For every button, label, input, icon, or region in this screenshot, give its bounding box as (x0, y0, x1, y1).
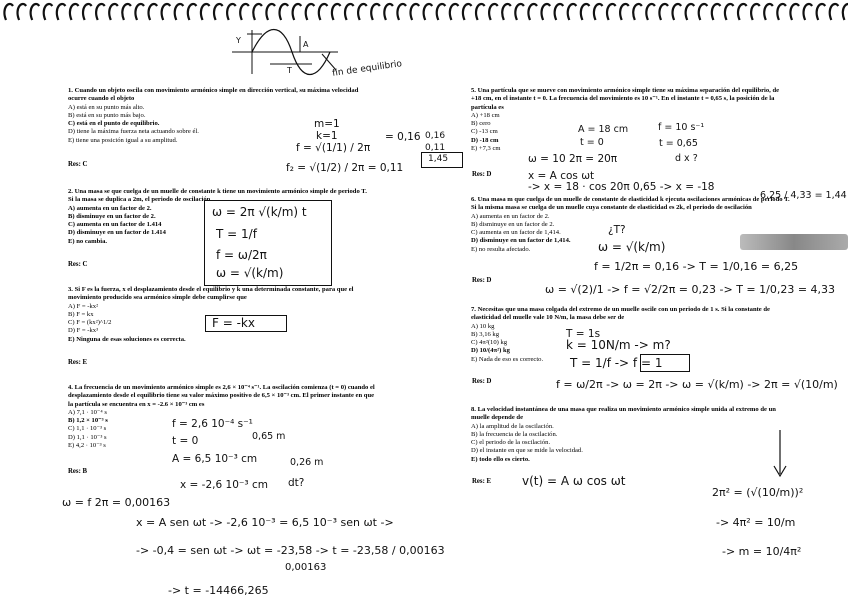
spiral-loop (633, 4, 642, 20)
q2-option-a: A) aumenta en un factor de 2. (68, 204, 152, 212)
q7-f-box (640, 354, 690, 372)
q1-option-e: E) tiene una posición igual a su amplitud. (68, 136, 178, 144)
q7-k: k = 10N/m -> m? (566, 338, 671, 352)
q1-ratio-bot: 0,11 (425, 143, 446, 153)
q8-option-b: B) la frecuencia de la oscilación. (471, 430, 558, 438)
q7-option-b: B) 3,16 kg (471, 330, 500, 338)
spiral-loop (384, 4, 393, 20)
question-7-text: 7. Necesitas que una masa colgada del extremo de un muelle oscile con un periodo de 1 s. Si la constante de elasticidad del muelle vale 10 N/m, la masa debe ser de (471, 306, 770, 322)
q6-option-c: C) aumenta en un factor de 1,414. (471, 229, 561, 237)
spiral-loop (686, 4, 695, 20)
spiral-loop (70, 4, 79, 20)
q5-option-b: B) cero (471, 120, 491, 128)
spiral-loop (489, 4, 498, 20)
q7-f: T = 1/f -> f = 1 (570, 356, 663, 370)
question-5 (471, 87, 791, 153)
q1-option-d: D) tiene la máxima fuerza neta actuando sobre él. (68, 128, 199, 136)
spiral-loop (607, 4, 616, 20)
spiral-loop (83, 4, 92, 20)
spiral-loop (411, 4, 420, 20)
q4-cm2: 0,26 m (290, 457, 324, 468)
q6-line2: ω = √(2)/1 -> f = √2/2π = 0,23 -> T = 1/0,23 = 4,33 (545, 283, 836, 296)
q8-v: v(t) = A ω cos ωt (522, 474, 626, 488)
spiral-loop (817, 4, 826, 20)
spiral-loop (790, 4, 799, 20)
diagram-label-y: Y (236, 36, 241, 45)
spiral-loop (555, 4, 564, 20)
q3-option-c: C) F = (kx²)^1/2 (68, 319, 112, 327)
q2-box-line4: ω = √(k/m) (216, 266, 284, 280)
q7-t: T = 1s (566, 328, 601, 340)
spiral-loop (424, 4, 433, 20)
q1-res: Res: C (68, 161, 88, 168)
q7-option-a: A) 10 kg (471, 322, 495, 330)
q6-option-b: B) disminuye en un factor de 2. (471, 220, 555, 228)
q6-option-a: A) aumenta en un factor de 2. (471, 212, 550, 220)
q4-f: f = 2,6 10⁻⁴ s⁻¹ (172, 418, 253, 430)
spiral-loop (4, 4, 13, 20)
question-3-text: 3. Si F es la fuerza, x el desplazamiento desde el equilibrio y k una determinada constante, para que el movimiento producido sea armónico simple debe cumplirse que (68, 286, 354, 302)
q5-f: f = 10 s⁻¹ (658, 122, 705, 133)
spiral-loop (843, 4, 848, 20)
question-2-text: 2. Una masa se que cuelga de un muelle de constante k tiene un movimiento armónico simple de periodo T. Si la masa se duplica a 2m, el periodo de oscilación (68, 188, 367, 204)
spiral-loop (659, 4, 668, 20)
q2-res: Res: C (68, 261, 88, 268)
arrow-down (770, 430, 790, 480)
q5-t0: t = 0 (580, 137, 604, 148)
q4-line3: -> t = -14466,265 (168, 584, 269, 597)
q2-option-b: B) disminuye en un factor de 2. (68, 212, 156, 220)
q6-res: Res: D (472, 277, 492, 284)
q4-option-d: D) 1,1 · 10⁻³ s (68, 433, 107, 441)
diagram-label-t: T (287, 66, 292, 75)
spiral-loop (162, 4, 171, 20)
spiral-loop (542, 4, 551, 20)
q6-line1: f = 1/2π = 0,16 -> T = 1/0,16 = 6,25 (594, 260, 799, 273)
spiral-loop (358, 4, 367, 20)
q4-option-c: C) 1,1 · 10⁻³ s (68, 425, 107, 433)
spiral-loop (332, 4, 341, 20)
spiral-loop (712, 4, 721, 20)
q4-line2: -> -0,4 = sen ωt -> ωt = -23,58 -> t = -23,58 / 0,00163 (136, 544, 445, 557)
q5-res: Res: D (472, 171, 492, 178)
q1-option-c: C) está en el punto de equilibrio. (68, 120, 160, 128)
spiral-loop (109, 4, 118, 20)
q1-m: m=1 (314, 118, 340, 130)
q8-option-d: D) el instante en que se mide la velocidad. (471, 447, 583, 455)
q5-t: t = 0,65 (659, 138, 698, 149)
q3-res: Res: E (68, 359, 88, 366)
spiral-loop (830, 4, 839, 20)
spiral-loop (96, 4, 105, 20)
spiral-loop (397, 4, 406, 20)
q5-option-a: A) +18 cm (471, 111, 500, 119)
q5-a: A = 18 cm (578, 124, 629, 135)
q1-f2: f₂ = √(1/2) / 2π = 0,11 (286, 162, 404, 174)
q5-option-e: E) +7,3 cm (471, 145, 501, 153)
q6-option-d: D) disminuye en un factor de 1,414. (471, 237, 571, 245)
spiral-loop (804, 4, 813, 20)
q2-box-line2: T = 1/f (216, 227, 257, 241)
spiral-loop (646, 4, 655, 20)
q8-res: Res: E (472, 478, 492, 485)
q6-option-e: E) no resulta afectado. (471, 245, 531, 253)
q4-option-a: A) 7,1 · 10⁻⁴ s (68, 408, 107, 416)
spiral-loop (57, 4, 66, 20)
spiral-binding (0, 0, 848, 22)
q4-x: x = -2,6 10⁻³ cm (180, 479, 268, 491)
q1-option-b: B) está en su punto más bajo. (68, 111, 146, 119)
spiral-loop (476, 4, 485, 20)
q5-w: ω = 10 2π = 20π (528, 153, 618, 165)
q1-ratio-top: 0,16 (425, 131, 446, 141)
q6-t: ¿T? (608, 224, 626, 236)
q2-option-c: C) aumenta en un factor de 1.414 (68, 221, 162, 229)
spiral-loop (149, 4, 158, 20)
q4-cm: 0,65 m (252, 431, 286, 442)
spiral-loop (699, 4, 708, 20)
spiral-loop (201, 4, 210, 20)
spiral-loop (44, 4, 53, 20)
spiral-loop (253, 4, 262, 20)
q4-res: Res: B (68, 468, 88, 475)
q5-option-d: D) -18 cm (471, 136, 499, 144)
spiral-loop (620, 4, 629, 20)
q5-x1: x = A cos ωt (528, 170, 595, 182)
question-4-text: 4. La frecuencia de un movimiento armónico simple es 2,6 × 10⁻⁴ s⁻¹. La oscilación comienza (t = 0) cuando el desplazamiento desde el equilibrio tiene su valor máximo positivo de 6,5 × 10⁻³ cm. El primer instante en que la partícula se encuentra en x = -2.6 × 10⁻³ cm es (68, 384, 375, 408)
calc-line1: 2π² = (√(10/m))² (712, 486, 804, 499)
q4-line2b: 0,00163 (285, 562, 327, 573)
q4-line1: x = A sen ωt -> -2,6 10⁻³ = 6,5 10⁻³ sen ωt -> (136, 516, 394, 529)
q5-option-c: C) -13 cm (471, 128, 498, 136)
spiral-loop (345, 4, 354, 20)
spiral-loop (568, 4, 577, 20)
calc-line2: -> 4π² = 10/m (716, 516, 796, 529)
q3-option-e: E) Ninguna de esas soluciones es correcta. (68, 335, 186, 343)
spiral-loop (528, 4, 537, 20)
q2-option-d: D) disminuye en un factor de 1.414 (68, 229, 166, 237)
q1-option-a: A) está en su punto más alto. (68, 103, 145, 111)
q5-dx: d x ? (675, 153, 698, 164)
q3-option-a: A) F = -kx² (68, 302, 99, 310)
q7-option-c: C) 4π²(10) kg (471, 339, 508, 347)
q3-option-b: B) F = kx (68, 310, 94, 318)
spiral-loop (725, 4, 734, 20)
q1-eq: = 0,16 (385, 131, 421, 143)
q3-box-text: F = -kx (212, 316, 255, 330)
spiral-loop (122, 4, 131, 20)
question-6-text: 6. Una masa m que cuelga de un muelle de constante de elasticidad k ejecuta oscilaciones armónicas de periodo T. Si la misma masa se cuelga de un muelle cuya constante de elasticidad es 2k, el periodo de oscilación (471, 196, 790, 212)
highlight-smudge (740, 234, 848, 250)
spiral-loop (227, 4, 236, 20)
spiral-loop (18, 4, 27, 20)
question-5-text: 5. Una partícula que se mueve con movimiento armónico simple tiene su máxima separación del equilibrio, de +18 cm, en el instante t = 0. La frecuencia del movimiento es 10 s⁻¹. En el instante t = 0,65 s, la posición de la partícula es (471, 87, 780, 111)
q4-a: A = 6,5 10⁻³ cm (172, 453, 258, 465)
spiral-loop (450, 4, 459, 20)
spiral-loop (293, 4, 302, 20)
spiral-loop (306, 4, 315, 20)
q7-w: f = ω/2π -> ω = 2π -> ω = √(k/m) -> 2π = √(10/m) (556, 378, 838, 391)
q8-option-a: A) la amplitud de la oscilación. (471, 422, 554, 430)
question-1-text: 1. Cuando un objeto oscila con movimiento armónico simple en dirección vertical, su máxima velocidad ocurre cuando el objeto (68, 87, 359, 103)
q4-t: t = 0 (172, 435, 199, 447)
spiral-loop (437, 4, 446, 20)
q6-w: ω = √(k/m) (598, 240, 666, 254)
q3-option-d: D) F = -kx³ (68, 327, 99, 335)
spiral-loop (266, 4, 275, 20)
diagram-label-a: A (303, 40, 309, 49)
q4-dt: dt? (288, 477, 305, 489)
question-8-text: 8. La velocidad instantánea de una masa que realiza un movimiento armónico simple unida al extremo de un muelle depende de (471, 406, 776, 422)
q7-option-d: D) 10/(4π²) kg (471, 347, 510, 355)
spiral-loop (31, 4, 40, 20)
q4-option-b: B) 1,2 × 10⁻³ s (68, 417, 108, 425)
q8-option-c: C) el periodo de la oscilación. (471, 439, 551, 447)
spiral-loop (240, 4, 249, 20)
q5-x2: -> x = 18 · cos 20π 0,65 -> x = -18 (528, 181, 715, 193)
spiral-loop (188, 4, 197, 20)
diagram-label-eq: fin de equilibrio (331, 59, 403, 79)
q1-k: k=1 (316, 130, 338, 142)
q4-omega: ω = f 2π = 0,00163 (62, 496, 171, 509)
spiral-loop (594, 4, 603, 20)
q8-option-e: E) todo ello es cierto. (471, 455, 530, 463)
spiral-loop (581, 4, 590, 20)
spiral-loop (280, 4, 289, 20)
question-8 (471, 406, 791, 464)
spiral-loop (515, 4, 524, 20)
spiral-loop (371, 4, 380, 20)
q1-f1: f = √(1/1) / 2π (296, 142, 371, 154)
spiral-loop (175, 4, 184, 20)
spiral-loop (463, 4, 472, 20)
spiral-loop (135, 4, 144, 20)
spiral-loop (502, 4, 511, 20)
calc-line3: -> m = 10/4π² (722, 545, 802, 558)
q7-res: Res: D (472, 378, 492, 385)
q6-ratio: 6,25 / 4,33 = 1,44 (760, 190, 847, 201)
spiral-loop (673, 4, 682, 20)
q2-option-e: E) no cambia. (68, 237, 108, 245)
q2-box-line1: ω = 2π √(k/m) t (212, 205, 307, 219)
q7-option-e: E) Nada de eso es correcto. (471, 355, 544, 363)
spiral-loop (751, 4, 760, 20)
spiral-loop (777, 4, 786, 20)
spiral-loop (319, 4, 328, 20)
q4-option-e: E) 4,2 · 10⁻³ s (68, 442, 106, 450)
spiral-loop (214, 4, 223, 20)
q2-box-line3: f = ω/2π (216, 248, 267, 262)
q1-result: 1,45 (428, 154, 449, 164)
spiral-loop (738, 4, 747, 20)
spiral-loop (764, 4, 773, 20)
